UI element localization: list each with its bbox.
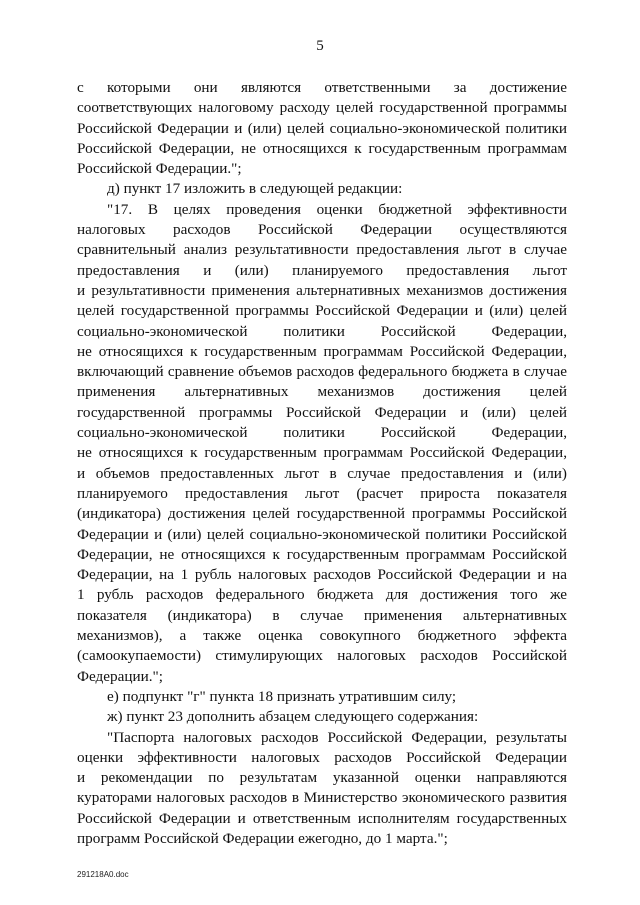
text-line: 1 рубль расходов федерального бюджета для достижения того же: [77, 586, 567, 604]
document-file-code: 291218A0.doc: [77, 870, 129, 879]
text-line: (самоокупаемости) стимулирующих налоговых расходов Российской: [77, 647, 567, 665]
text-line: сравнительный анализ результативности предоставления льгот в случае: [77, 241, 567, 259]
text-line: социально-экономической политики Российской Федерации,: [77, 322, 567, 340]
text-line: и объемов предоставленных льгот в случае предоставления и (или): [77, 464, 567, 482]
text-line: с которыми они являются ответственными за достижение: [77, 79, 567, 96]
text-line: ж) пункт 23 дополнить абзацем следующего содержания:: [107, 708, 479, 726]
text-line: не относящихся к государственным программам Российской Федерации,: [77, 342, 567, 360]
text-line: планируемого предоставления льгот (расчет прироста показателя: [77, 484, 567, 502]
text-line: д) пункт 17 изложить в следующей редакции:: [107, 180, 403, 198]
document-body: [77, 78, 567, 849]
text-line: Российской Федерации.";: [77, 160, 242, 178]
text-line: применения альтернативных механизмов достижения целей: [77, 383, 567, 401]
text-line: и рекомендации по результатам указанной оценки направляются: [77, 769, 567, 787]
text-line: "Паспорта налоговых расходов Российской Федерации, результаты: [107, 728, 567, 746]
text-line: "17. В целях проведения оценки бюджетной эффективности: [107, 200, 567, 218]
text-line: и результативности применения альтернативных механизмов достижения: [77, 281, 567, 299]
text-line: государственной программы Российской Федерации и (или) целей: [77, 403, 567, 421]
text-line: не относящихся к государственным программам Российской Федерации,: [77, 444, 567, 462]
text-line: Российской Федерации, не относящихся к государственным программам: [77, 139, 567, 157]
text-line: социально-экономической политики Российской Федерации,: [77, 424, 567, 442]
text-line: Федерации.";: [77, 667, 163, 685]
text-line: включающий сравнение объемов расходов федерального бюджета в случае: [77, 363, 567, 381]
text-line: механизмов), а также оценка совокупного бюджетного эффекта: [77, 627, 567, 645]
text-line: кураторами налоговых расходов в Министерство экономического развития: [77, 789, 567, 807]
text-line: Российской Федерации и ответственным исполнителям государственных: [77, 809, 567, 827]
text-line: предоставления и (или) планируемого предоставления льгот: [77, 261, 567, 279]
text-line: оценки эффективности налоговых расходов Российской Федерации: [77, 748, 567, 766]
text-line: целей государственной программы Российской Федерации и (или) целей: [77, 302, 567, 320]
text-line: е) подпункт "г" пункта 18 признать утратившим силу;: [107, 687, 457, 705]
text-line: Федерации, не относящихся к государственным программам Российской: [77, 545, 567, 563]
text-line: (индикатора) достижения целей государственной программы Российской: [77, 505, 567, 523]
text-line: соответствующих налоговому расходу целей государственной программы: [77, 99, 567, 117]
text-line: программ Российской Федерации ежегодно, до 1 марта.";: [77, 829, 448, 847]
page-number: 5: [316, 38, 324, 54]
text-line: налоговых расходов Российской Федерации осуществляются: [77, 221, 567, 239]
text-line: Федерации, на 1 рубль налоговых расходов Российской Федерации и на: [77, 566, 567, 584]
text-line: Российской Федерации и (или) целей социально-экономической политики: [77, 119, 567, 137]
text-line: Федерации и (или) целей социально-экономической политики Российской: [77, 525, 567, 543]
text-line: показателя (индикатора) в случае применения альтернативных: [77, 606, 567, 624]
